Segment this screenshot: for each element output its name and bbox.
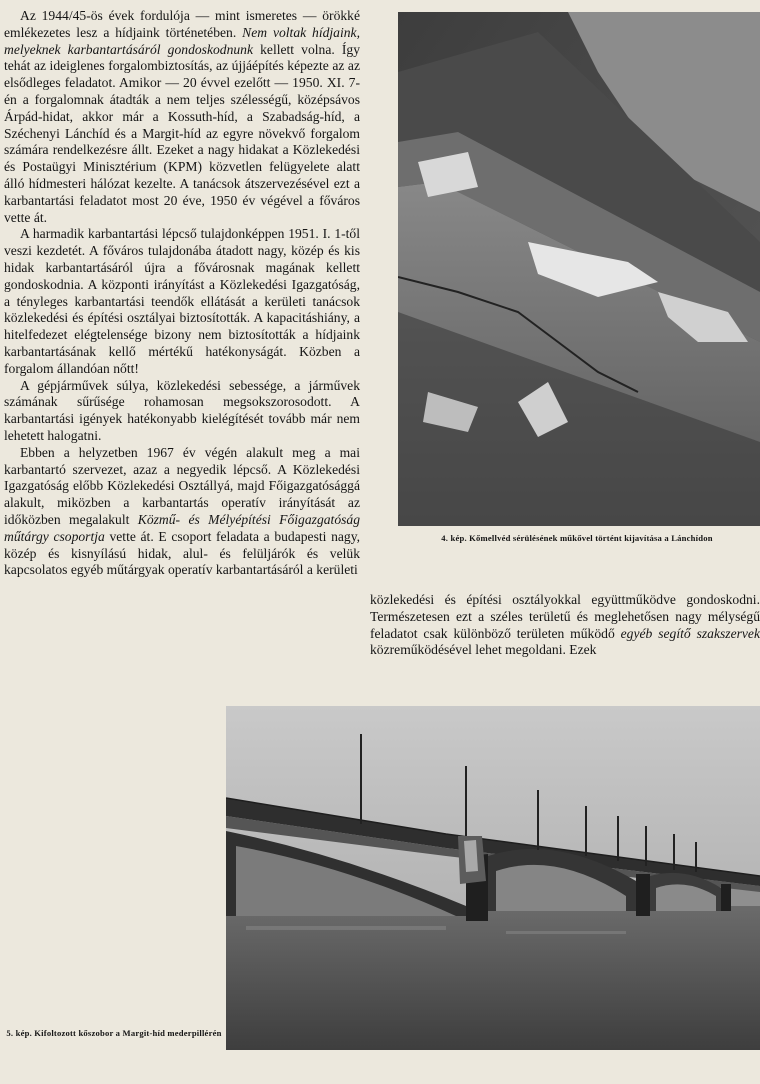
photo-margit-bridge — [226, 706, 760, 1050]
photo-caption: 4. kép. Kőmellvéd sérülésének műkővel történt kijavítása a Lánchídon — [441, 533, 713, 543]
paragraph: A harmadik karbantartási lépcső tulajdonképpen 1951. I. 1-től veszi kezdetét. A főváros tulajdonába átadott nagy, közép és kis hidak karbantartásáról újra a fővárosnak magának kellett gondoskodnia. A központi irányítást a Közlekedési Igazgatóság, a tényleges karbantartási teendők ellátását a kerületi tanácsok közlekedési és építési osztályai biztosították. A kapacitáshiány, a hitelfedezet elégtelensége bizony nem biztosították a hídjaink karbantartásának kellő mértékű hatékonyságát. Közben a forgalom állandóan nőtt! — [4, 226, 360, 376]
photo-stone-parapet-repair — [398, 12, 760, 526]
emphasis-text: egyéb segítő szakszervek — [620, 625, 760, 641]
photo-caption: 5. kép. Kifoltozott kőszobor a Margit-híd mederpillérén — [6, 1028, 222, 1038]
right-text-column — [370, 592, 760, 659]
paragraph: A gépjárművek súlya, közlekedési sebessége, a járművek számának sűrűsége rohamosan megsokszorosodott. A karbantartási igények hatékonyabb kielégítését tovább már nem lehetett halogatni. — [4, 377, 360, 443]
paragraph: Ebben a helyzetben 1967 év végén alakult meg a mai karbantartó szervezet, azaz a negyedik lépcső. A Közlekedési Igazgatóság előbb Közlekedési Osztállyá, majd Főigazgatósággá alakult, miközben a karbantartás operatív irányítását az időközben megalakult Közmű- és Mélyépítési Főigazgatóság műtárgy csoportja vette át. E csoport feladata a budapesti nagy, közép és kisnyílású hidak, alul- és felüljárók és velük kapcsolatos egyéb műtárgyak operatív karbantartásáról a kerületi — [4, 444, 361, 578]
left-text-column — [4, 8, 360, 579]
emphasis-text: Nem voltak hídjaink, melyeknek karbantartásáról gondoskodnunk — [4, 24, 360, 57]
emphasis-text: Közmű- és Mélyépítési Főigazgatóság műtárgy csoportja — [4, 511, 360, 544]
paragraph: Az 1944/45-ös évek fordulója — mint ismeretes — örökké emlékezetes lesz a hídjaink történetében. Nem voltak hídjaink, melyeknek karbantartásáról gondoskodnunk kellett volna. Így tehát az ideiglenes forgalombiztosítás, az újjáépítés képezte az az elsődleges feladatot. Amikor — 20 évvel ezelőtt — 1950. XI. 7-én a forgalomnak átadták a nem teljes szélességű, középsávos Árpád-hidat, akkor már a Kossuth-híd, a Szabadság-híd, a Széchenyi Lánchíd és a Margit-híd az egyre növekvő forgalom számára rendelkezésre állt. Ezeket a nagy hidakat a Közlekedési és Postaügyi Minisztérium (KPM) közvetlen felügyelete alatt álló hídmesteri hálózat kezelte. A tanácsok átszervezésével ezt a karbantartási feladatot most 20 éve, 1950 év végével a főváros vette át. — [4, 8, 360, 225]
paragraph: közlekedési és építési osztályokkal együttműködve gondoskodni. Természetesen ezt a széles területű és meglehetősen nagy mélységű feladatot csak különböző területen működő egyéb segítő szakszervek közreműködésével lehet megoldani. Ezek — [370, 592, 760, 658]
